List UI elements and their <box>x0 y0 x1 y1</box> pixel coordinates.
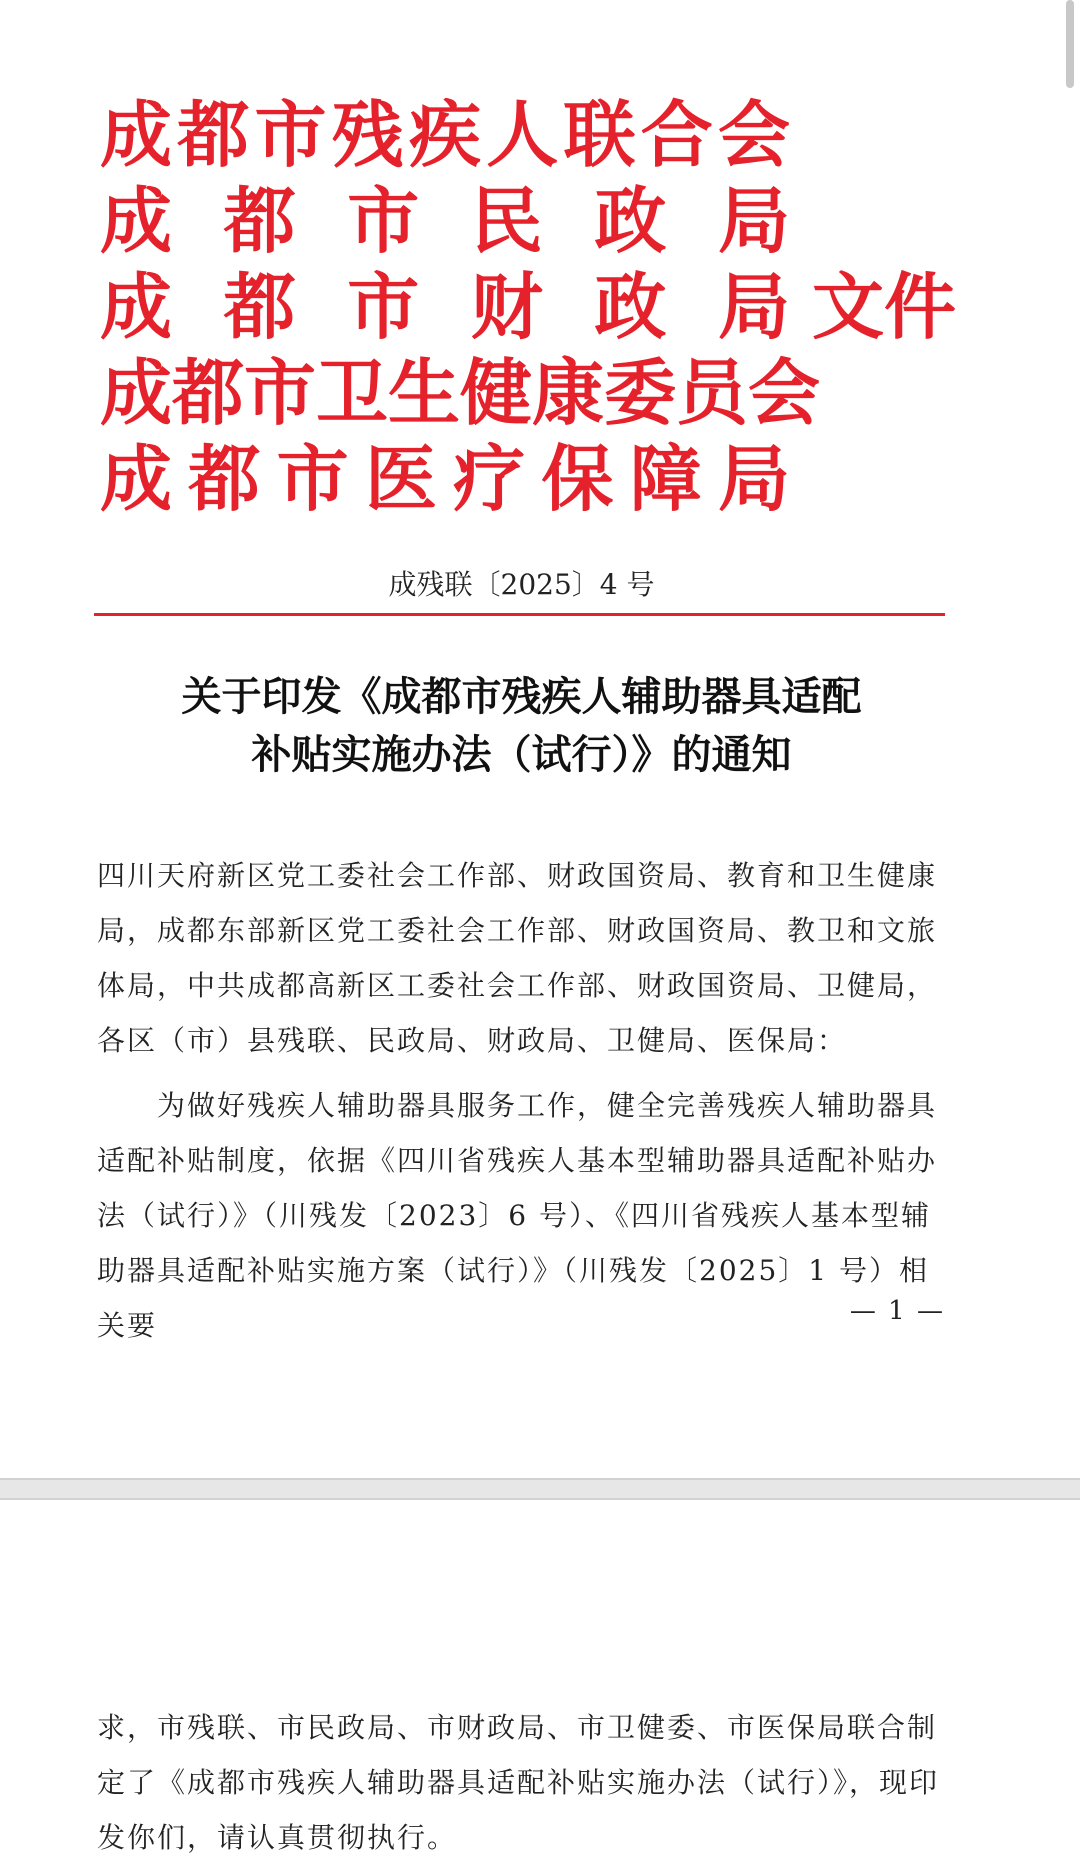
scrollbar-thumb[interactable] <box>1066 0 1074 88</box>
masthead-line <box>100 350 980 436</box>
title-line-1: 关于印发《成都市残疾人辅助器具适配 <box>181 673 862 720</box>
issuer-name: 成都市财政局 <box>100 265 790 349</box>
masthead-line <box>100 178 980 264</box>
issuer-name: 成都市卫生健康委员会 <box>100 351 821 435</box>
body-paragraph: 为做好残疾人辅助器具服务工作，健全完善残疾人辅助器具适配补贴制度，依据《四川省残疾人基本型辅助器具适配补贴办法（试行）》（川残发〔2023〕6 号）、《四川省残疾人基本型辅助器具适配补贴实施方案（试行）》（川残发〔2025〕1 号）相关要 <box>97 1089 938 1342</box>
masthead-line <box>100 92 980 178</box>
issuer-name: 成都市医疗保障局 <box>100 437 790 521</box>
page-separator <box>0 1478 1080 1500</box>
title-line-2: 补贴实施办法（试行）》的通知 <box>251 731 792 778</box>
document-type-suffix: 文件 <box>812 265 957 349</box>
document-title <box>100 668 943 784</box>
masthead-line <box>100 264 980 350</box>
masthead-line <box>100 436 980 522</box>
issuer-name: 成都市残疾人联合会 <box>100 93 790 177</box>
addressee-paragraph: 四川天府新区党工委社会工作部、财政国资局、教育和卫生健康局，成都东部新区党工委社会工作部、财政国资局、教卫和文旅体局，中共成都高新区工委社会工作部、财政国资局、卫健局，各区（市）县残联、民政局、财政局、卫健局、医保局： <box>97 859 938 1057</box>
issuer-name: 成都市民政局 <box>100 179 790 263</box>
masthead <box>100 92 980 522</box>
page-number: — 1 — <box>849 1296 945 1326</box>
body-paragraph-continued: 求，市残联、市民政局、市财政局、市卫健委、市医保局联合制定了《成都市残疾人辅助器具适配补贴实施办法（试行）》，现印发你们，请认真贯彻执行。 <box>97 1711 940 1854</box>
red-separator-line <box>94 613 945 616</box>
document-number: 成残联〔2025〕4 号 <box>388 568 655 601</box>
